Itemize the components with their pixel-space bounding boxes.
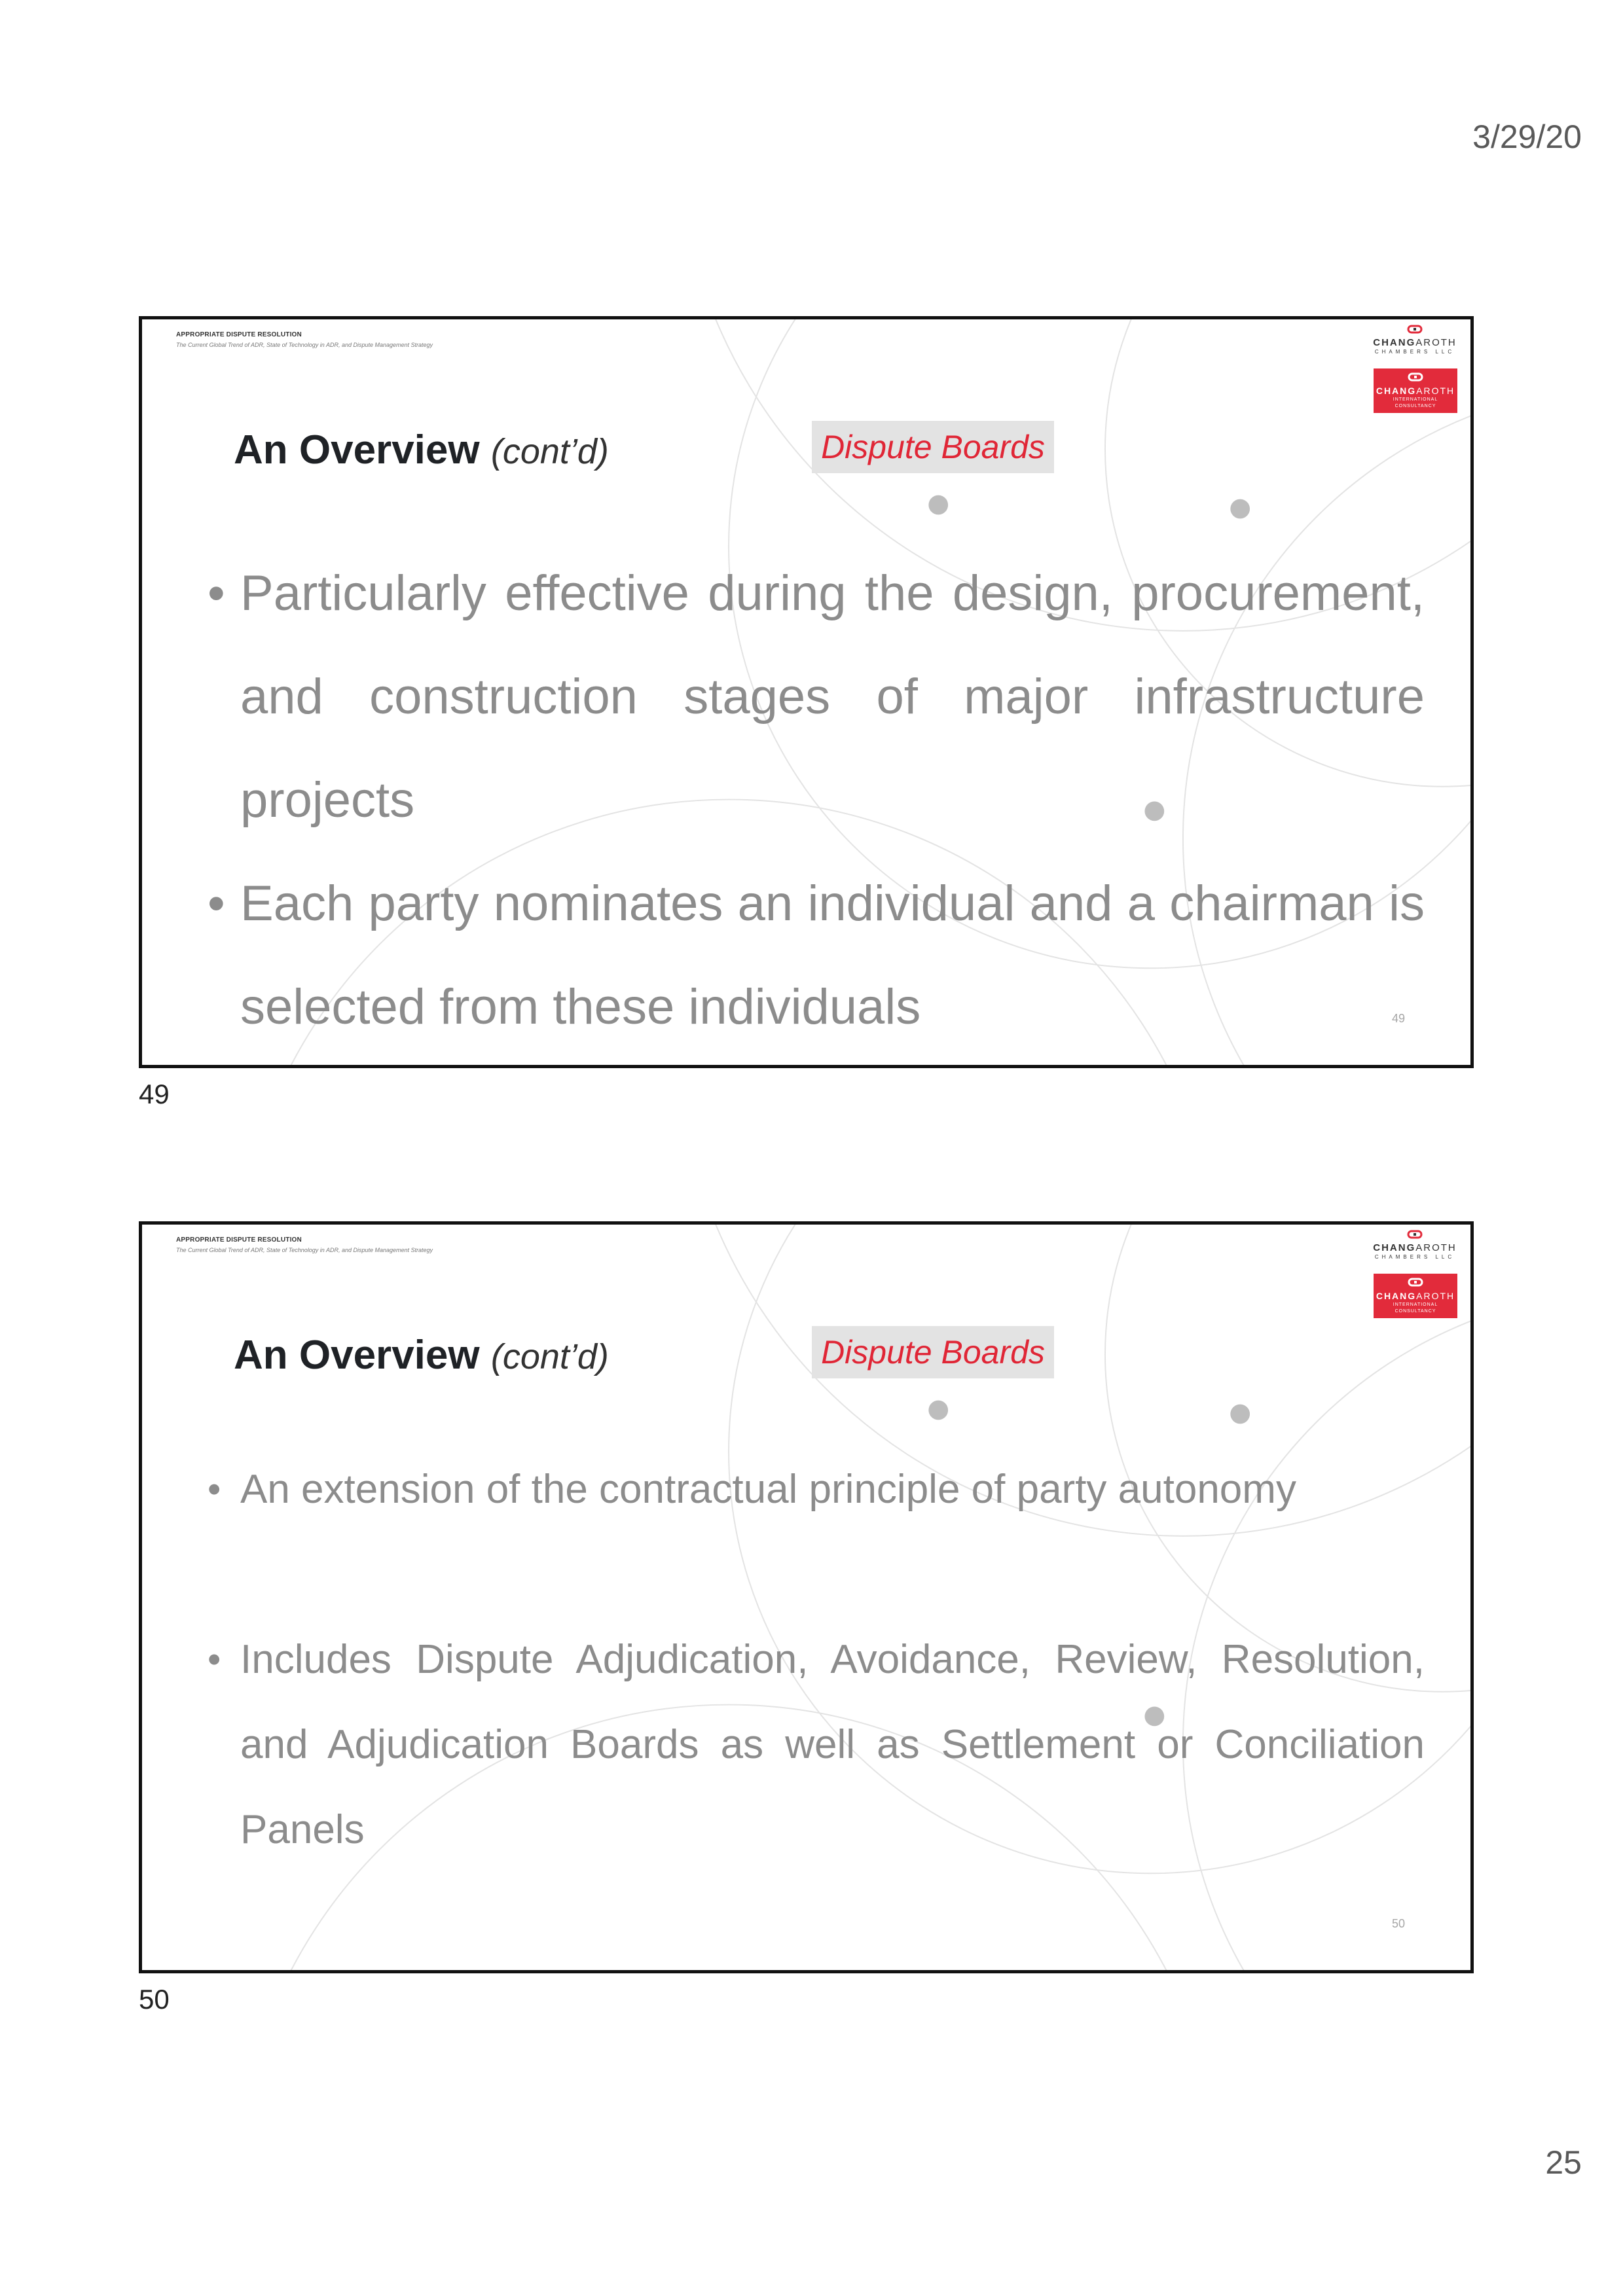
decor-dot [1230, 1405, 1250, 1424]
slide-title-suffix: (cont’d) [490, 432, 609, 471]
bullet-text: Includes Dispute Adjudication, Avoidance, Review, Resolution, and Adjudication Boards as well as Settlement or Conciliation Panels [240, 1637, 1425, 1852]
slide-title [234, 1332, 609, 1378]
slide-49 [139, 316, 1474, 1068]
bullet-icon: • [208, 565, 225, 621]
page-number: 25 [1545, 2144, 1582, 2181]
company-logo [1372, 1230, 1457, 1261]
decor-dot [1230, 499, 1250, 519]
header-subtitle: The Current Global Trend of ADR, State of Technology in ADR, and Dispute Management Strategy [176, 342, 433, 348]
logo-tagline: INTERNATIONAL CONSULTANCY [1393, 1302, 1438, 1314]
bullet-item [208, 852, 1425, 1059]
company-logo [1372, 325, 1457, 355]
logo-mark-icon [1408, 372, 1423, 382]
bullet-text: An extension of the contractual principle of party autonomy [240, 1467, 1296, 1512]
decor-dot [928, 495, 948, 515]
bullet-item [208, 542, 1425, 852]
logo-name-bold: CHANG [1376, 386, 1417, 396]
logo-name-thin: AROTH [1415, 1242, 1457, 1253]
bullet-icon: • [208, 1468, 221, 1511]
logo-name-thin: AROTH [1416, 386, 1455, 396]
bullet-list [208, 542, 1425, 1059]
company-logo-red [1374, 368, 1457, 413]
bullet-text: Particularly effective during the design, procurement, and construction stages of major infrastructure projects [240, 565, 1425, 828]
topic-tag: Dispute Boards [812, 1326, 1054, 1378]
logo-tagline: CHAMBERS LLC [1374, 349, 1455, 355]
slide-number: 50 [1391, 1917, 1405, 1930]
page-date: 3/29/20 [1472, 118, 1582, 155]
bullet-icon: • [208, 1638, 221, 1681]
slide-title-suffix: (cont’d) [490, 1337, 609, 1376]
bullet-item [208, 1617, 1425, 1873]
slide-caption: 50 [139, 1984, 170, 2015]
logo-tagline: CHAMBERS LLC [1374, 1254, 1455, 1260]
logo-name-bold: CHANG [1373, 337, 1416, 348]
logo-name-bold: CHANG [1376, 1291, 1417, 1301]
slide-title-text: An Overview [234, 1333, 480, 1378]
bullet-icon: • [208, 876, 225, 931]
slide-title-text: An Overview [234, 427, 480, 473]
header-title: APPROPRIATE DISPUTE RESOLUTION [176, 1236, 302, 1244]
logo-mark-icon [1407, 1230, 1423, 1239]
slide-caption: 49 [139, 1079, 170, 1109]
bullet-list [208, 1447, 1425, 1873]
logo-mark-icon [1407, 325, 1423, 334]
bullet-text: Each party nominates an individual and a chairman is selected from these individuals [240, 876, 1425, 1035]
slide-number: 49 [1391, 1012, 1405, 1025]
company-logo-red [1374, 1274, 1457, 1318]
slide-title [234, 427, 609, 473]
logo-tagline: INTERNATIONAL CONSULTANCY [1393, 397, 1438, 408]
slide-50 [139, 1221, 1474, 1973]
header-title: APPROPRIATE DISPUTE RESOLUTION [176, 331, 302, 338]
logo-name-thin: AROTH [1415, 337, 1457, 348]
topic-tag: Dispute Boards [812, 421, 1054, 473]
logo-mark-icon [1408, 1278, 1423, 1287]
header-subtitle: The Current Global Trend of ADR, State of Technology in ADR, and Dispute Management Strategy [176, 1247, 433, 1253]
bullet-item [208, 1447, 1425, 1532]
logo-name-thin: AROTH [1416, 1291, 1455, 1301]
decor-dot [928, 1401, 948, 1420]
logo-name-bold: CHANG [1373, 1242, 1416, 1253]
